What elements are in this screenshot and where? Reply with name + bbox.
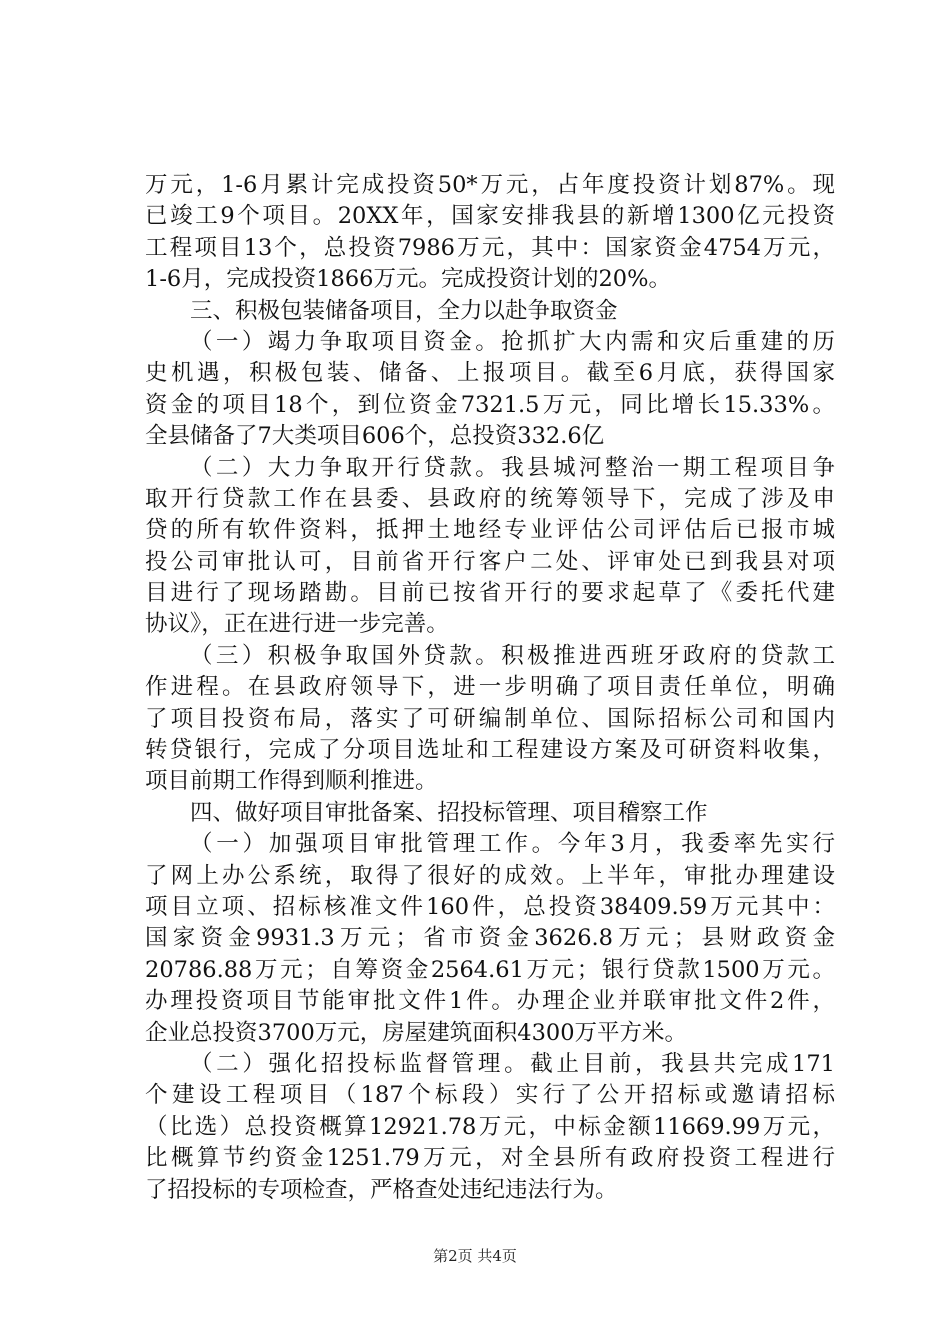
text-line: 投公司审批认可，目前省开行客户二处、评审处已到我县对项 (145, 548, 835, 575)
text-line: （二）强化招投标监督管理。截止目前，我县共完成171 (190, 1050, 835, 1077)
text-line: 转贷银行，完成了分项目选址和工程建设方案及可研资料收集， (145, 737, 835, 764)
text-line: 企业总投资3700万元，房屋建筑面积4300万平方米。 (145, 1019, 688, 1046)
text-line: 协议》，正在进行进一步完善。 (145, 611, 449, 638)
text-line: 已竣工9个项目。20XX年，国家安排我县的新增1300亿元投资 (145, 203, 835, 230)
text-line: 了招投标的专项检查，严格查处违纪违法行为。 (145, 1176, 618, 1203)
text-line: 办理投资项目节能审批文件1件。办理企业并联审批文件2件， (145, 988, 835, 1015)
text-line: 目进行了现场踏勘。目前已按省开行的要求起草了《委托代建 (145, 580, 835, 607)
text-line: 三、积极包装储备项目，全力以赴争取资金 (190, 297, 618, 324)
text-line: （比选）总投资概算12921.78万元，中标金额11669.99万元， (145, 1113, 835, 1140)
text-line: 史机遇，积极包装、储备、上报项目。截至6月底，获得国家 (145, 360, 835, 387)
page-footer: 第2页 共4页 (433, 1247, 517, 1265)
document-body (145, 170, 835, 1206)
text-line: 国家资金9931.3万元；省市资金3626.8万元；县财政资金 (145, 925, 835, 952)
text-line: 全县储备了7大类项目606个，总投资332.6亿 (145, 423, 605, 450)
text-line: 万元，1-6月累计完成投资50*万元，占年度投资计划87%。现 (145, 172, 835, 198)
text-line: 项目前期工作得到顺利推进。 (145, 768, 438, 795)
text-line: 项目立项、招标核准文件160件，总投资38409.59万元其中： (145, 893, 835, 920)
text-line: 比概算节约资金1251.79万元，对全县所有政府投资工程进行 (145, 1145, 835, 1172)
text-line: 了项目投资布局，落实了可研编制单位、国际招标公司和国内 (145, 705, 835, 732)
text-line: 了网上办公系统，取得了很好的成效。上半年，审批办理建设 (145, 862, 835, 889)
text-line: 贷的所有软件资料，抵押土地经专业评估公司评估后已报市城 (145, 517, 835, 544)
text-line: 四、做好项目审批备案、招投标管理、项目稽察工作 (190, 799, 708, 826)
text-line: 作进程。在县政府领导下，进一步明确了项目责任单位，明确 (145, 674, 835, 701)
text-line: 取开行贷款工作在县委、县政府的统筹领导下，完成了涉及申 (145, 485, 835, 512)
text-line: 1-6月，完成投资1866万元。完成投资计划的20%。 (145, 266, 672, 293)
text-line: 20786.88万元；自筹资金2564.61万元；银行贷款1500万元。 (145, 956, 835, 983)
text-line: （三）积极争取国外贷款。积极推进西班牙政府的贷款工 (190, 642, 835, 669)
text-line: （一）加强项目审批管理工作。今年3月，我委率先实行 (190, 831, 835, 858)
text-line: （二）大力争取开行贷款。我县城河整治一期工程项目争 (190, 454, 835, 481)
text-line: 资金的项目18个，到位资金7321.5万元，同比增长15.33%。 (145, 391, 835, 418)
text-line: 个建设工程项目（187个标段）实行了公开招标或邀请招标 (145, 1082, 835, 1109)
text-line: （一）竭力争取项目资金。抢抓扩大内需和灾后重建的历 (190, 328, 835, 355)
text-line: 工程项目13个，总投资7986万元，其中：国家资金4754万元， (145, 234, 835, 261)
